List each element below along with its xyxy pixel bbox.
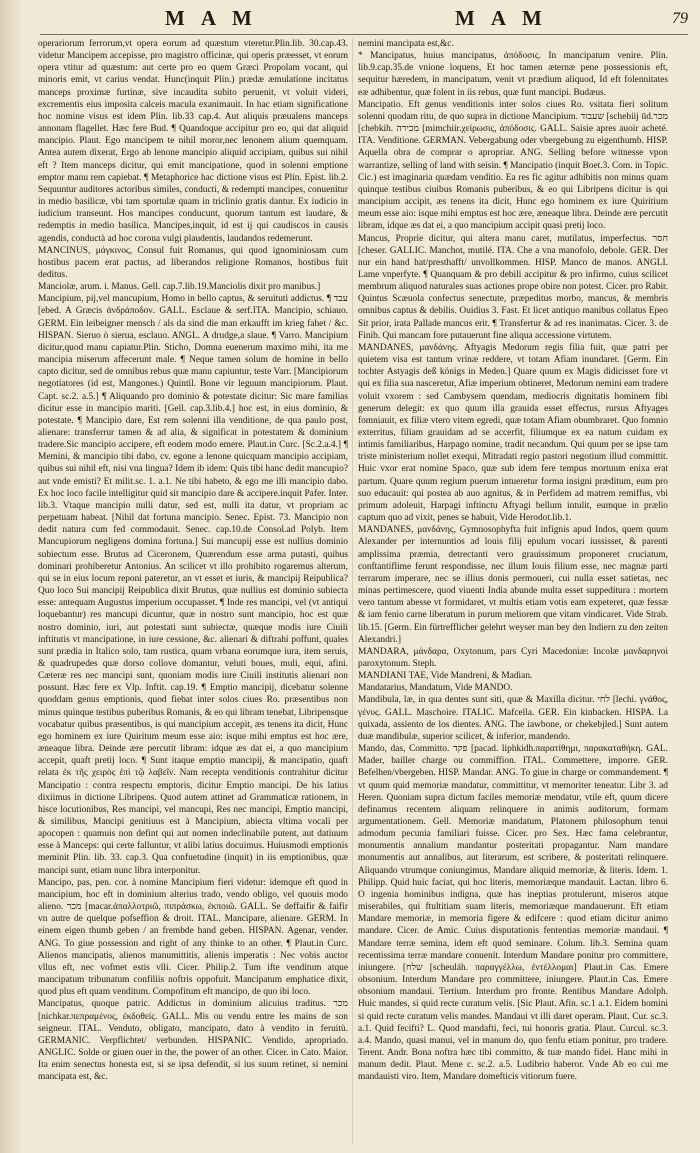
entry-mandara: MANDARA, μάνδαρα, Oxytonum, pars Cyri Macedoniæ: Incolæ μανδαρηνοὶ paroxytonum. Steph. [358, 646, 668, 669]
running-head-left: MAM [165, 6, 268, 30]
page-number: 79 [672, 10, 688, 27]
entry-mandanes-2: MANDANES, μανδάνης, Gymnosophyfta fuit infignis apud Indos, quem quum Alexander per internuntios ad louis filij epulum vocari iussisset, & parenti amplissima præmia, detrectanti vero grauissimum proponeret cruciatum, conftantiflime ferunt respondisse, nec illum Iouis filium esse, nec magnæ parti terrarum imperare, nec se illius donis permoueri, cui nulla esset satietas, nec minas pertimescere, quod viuenti India abunde multa esset suppeditura : mortem vero tantum abesse vt formidaret, vt multis etiam votis eam expeteret, quæ fessæ & iam fenio carne liberatum in purum meliorem que vitam vindicaret. Vide Strab. lib.15. [Germ. Ein fürtrefflicher gelehrt weyser man bey den Indiern zu den zeiten Alexandri.] [358, 525, 668, 645]
entry-mancinus: MANCINUS, μάγκινος, Consul fuit Romanus, qui quod ignominiosam cum hostibus pacem erat pactus, ad liberandos religione Romanos, hostibus fuit deditus. [38, 245, 348, 280]
entry-mancipo: Mancipo, pas, pen. cor. à nomine Mancipium fieri videtur: idemque eft quod in mancipium, hoc eft in dominium alterius trado, vendo obligo, vel quouis modo alieno. מכר [macar.ἀπαλλοτριῶ, πιπράσκω, ἐκποιῶ. GALL. Se deffaifir & faifir vn autre de quelque pofseffion & droit. ITAL. Mancipare, alienare. GERM. In einem eigen thumb geben / an frembde hand geben. HISPAN. Agenar, vender. ANG. To giue possession and right of any thinke to an other. ¶ Plaut.in Curc. Alienos mancipatis, alienos manumittitis, alienis imperatis : Nec vobis auctor vllus eft, nec vofmet estis vlli. Cicer. Philip.2. Tum ifte venditum atque mancipatum tribunatum confiliis noftris oppofuit. Mancipatum emphatice dixit, quod plus eft quam venditum. Compofitum eft mancipo, de quo ibi loco. [38, 877, 348, 998]
right-column [358, 38, 668, 1144]
entry-manceps: operariorum ferrorum,vt opera eorum ad quæstum vteretur.Plin.lib. 30.cap.43. videtur Mancipem accepisse, pro magistro officinæ, qui operis præesset, vt eorum opera vtitur ad quæstum: aut certe pro eo quem Græci Propolam vocant, qui minoris emit, vt carius vendat. Hunc(inquit Plin.) prædæ æmulatione incitatus manceps proximæ furtinæ, sive incaudita subito peruenit, vt voluit videri, excrementis eius imposita calceis macula exanimauit. In hac etiam significatione hoc nomine visus est idem Plin. lib.33 cap.4. Aut aliquis præualens manceps annonam flagellet. Hæc fere Bud. ¶ Quandoque accipitur pro eo, qui dat aliquid mancipio. Plaut. Ego mancipem te nihil moror,nec lenonem alium quemquam. Antea autem dixerat, Ergo ab lenone mancipio aliquid accipiam, quibus sui nihil eft ? Item manceps dicitur, qui emit mancipatione, quod in solenni emptione emptor manu rem capiebat. ¶ Metaphorice hac dictione visus est Plin. Epist. lib.2. Sequuntur auditores actoribus similes, conducti, & redempti mancipes, conuenitur in medio basilicæ, vbi tam sportulæ quam in triclinio gratis dantur. Ex iudicio in iudicium transeunt. Hos mancipes conducunt, quorum tantum est laudare, & redemptis in medio basilica. Mancipes,inquit, id est ij qui caudiscos in causis agendis, conductà ad hoc corona vulgi plaudentis, laudandos redemerunt. [38, 39, 348, 244]
entry-manciolae: Manciolæ, arum. i. Manus. Gell. cap.7.lib.19.Manciolis dixit pro manibus.] [38, 282, 321, 293]
entry-mandianitae: MANDIANI TAE, Vide Mandreni, & Madian. [358, 671, 533, 682]
entry-mandatarius: Mandatarius, Mandatum, Vide MANDO. [358, 683, 513, 694]
entry-mancipium: Mancipium, pij,vel mancupium, Homo in bello captus, & seruituti addictus. ¶ עבד [ebed. A Græcis ἀνδράποδον. GALL. Esclaue & serf.ITA. Mancipio, schiauo. GERM. Ein leibeigner mensch / als da sind die man erkaufft im krieg fahet / &c. HISPAN. Sieruo ò sierua, esclauo. ANGL. A drudge,a slaue. ¶ Varro. Mancipium dicitur,quod manu capiatur.Plin. Sticho, Domna euenerum maximo mihi, ita me mancipia miserum affecerunt male. ¶ Neque tamen solum de homine in bello capto dicitur, sed de omnibus rebus quæ manu capiuntur, teste Varr. [Mancipiorum negotiatores (id est, Mangones.) Quintil. Bone vir leguum mancipiorum. Plaut. Capt. sc.2. a.5.] ¶ Aliquando pro dominio & potestate dicitur: Sic mare familias dicitur esse in mancipio mariti. [Gell. cap.3.lib.4.] hoc est, in eius dominio, & potestate. ¶ Mancipio dare, Est rem solenni illa venditione, de qua paulo post, alienare: transferrur tamen & ad alia, & significat in potestatem & dominium tradere.Sic mancipio accipere, eft eodem modo emere. Plaut.in Curc. [Sc.2.a.4.] ¶ Memini, & mancipio tibi dabo, cv. egone a lenone quicquam mancipio accipiam, quibus sui nihil eft, nisi vna lingua? Idem ib idem: Quis tibi hanc dedit mancupio? aut vnde emisti? Et milit.sc. 1. a.1. Ne tibi habeto, & ego me illi mancipio dabo. Ex hoc loco facile intelligitur quid sit mancipio dare & accipere.inquit Pafer. Inter. lib.3. Vtaque mancipio nulli datur, sed est, nulli ita datur, vt propriam ac perpetuam habeat. [Nihil dat fortuna mancipio. Senec. Epist. 73. Mancipio non dedit natura cum fed commodauit. Senec. cap.10.de Consol.ad Polyb. Item Mancupiorum negligens domina fortuna.] Sui mancupij esse est nullius dominio subiectum esse. Brutus ad Ciceronem, Quærendum esse arma putasti, quibus dominari prohiberetur Antonius. An scilicet vt illo prohibito rogaremus alterum, qui se in eius locum reponi pateretur, an vt esset et iuris, & mancipij Reipublica? Quo loco Sui mancipij Reipublica dixit Brutus, quæ nullius est dominio subiecta esse: antequam Augustus imperium occupasset. ¶ Inde res mancipi, vel (vt antiqui loquebantur) res mancupi dicuntur, quæ in nostro sunt mancipio, hoc est quæ nostro dominio, iuri, aut potestati sunt subiectæ, quæque modis iure Ciuili inftitutis vt mancipatione, in iure cessione, &c. alienari & diftrahi poffunt, quales sunt prædia in Italico solo, tam rustica, quam vrbana eorumque iura, item seruis, & quadrupedes quæ dorso collove domantur, veluti boues, muli, equi, afini. Cæteræ res nec mancipi sunt, quoniam modis iure Ciuili institutis alienari non possunt. Hæc fere ex Vlp. Inftit. cap.19. ¶ Emptio mancipij, dicebatur solenne quoddam genus emptionis, quod fiebat inter solos ciues Ro. præsentibus non minus quinque testibus puberibus Romanis, & eo qui libram tenebat, Libripensque vocabatur quibus præsentibus, is qui mancipium accepit, æs tenens ita dicit, Hunc ego hominem ex iure Quiritum meum esse aio: isque mihi emptus est hoc ære, æneaque libra. Deinde ære percutit libram: idque æs dat ei, a quo mancipium accepit, quaft pretij loco. ¶ Sunt itaque emptio mancipij, & mancipatio, quaft relata ἐκ τῆς χειρὸς ἐπὶ τῷ λαβεῖν. Nam recepta venditionis contrahitur dicitur Mancipatio : contra respectu emptoris, dicitur Emptio mancipi. De his latius dixiimus in dictione Libripens. Quod autem attinet ad Grammaticæ rationem, in hisce locutionibus, Res mancipi, vel mancupi, Res nec mancipi, Emptio mancipi, & similibus, Mancipi genitiuus est à Mancipium, abiecta vltima vocali per apocopen : quamuis non defint qui aut nomen indeclinabile putent, aut datiuum esse à Manceps: qui certe falluntur, vt alibi latius docuimus. Huiusmodi emptionis meminit Plin. lib. 33. cap.3. Qua confuetudine (inquit) in iis emptionibus, quæ mancipi sunt, etiam nunc libra interponitur. [38, 294, 348, 876]
running-head-right: MAM [455, 6, 558, 30]
entry-mandanes-1: MANDANES, μανδάνης. Aftyagis Medorum regis filia fuit, quæ patri per quietem visa est tantum vrinæ reddere, vt totam Afiam inundaret. [Germ. Ein tochter Astyagis deß königs in Meden.] Quare quum ex Magis didicisset fore vt qui ex filia sua nasceretur, Afiæ imperium obtineret, Medorum nemini eam tradere voluit vxorem : sed Cambysem quendam, mediocris dignitatis hominem fibi generum delegit: ex quo quum illa grauida esset effectus, rursus Aftyages fomniauit, ex filiæ vtero vitem egredi, quæ totam Afiam obumbraret. Quo fomnio exterritus, filiam grauidam ad se accerfit, filiumque ex ea natum cuidam ex intimis familiaribus, Harpago nomine, tradit necandum. Qui quum per se ipse tam triste ministerium nollet exequi, Mitradati regio pastori negotium illud committit. Huic vxor erat nomine Spaco, quæ sub idem fere tempus mortuum enixa erat partum. Quare quum regium puerum intueretur forma insigni præditum, eum pro suo educauit: qui postea ab auo agnitus, & in Perfidem ad matrem remiffus, vbi primum adoleuit, Harpagi inftinctu Aftyagi bellum intulit, eumque in prælio captum quo ad vixit, penes se habuit, Vide Herodot.lib.1. [358, 342, 668, 524]
header-rule [40, 34, 688, 35]
entry-mancus: Mancus, Proprie dicitur, qui altera manu caret, mutilatus, imperfectus. חסר [cheser. GALLIC. Manchot, mutilé. ITA. Che a vna manofolo, debole. GER. Der nur ein hand hat/presthafft/ unvollkommen. HISP. Manco de manos. ANGLI. Lame vnperfyte. ¶ Quanquam & pro debili accipitur & pro infirmo, cuius scilicet membrum aliquod naturales suas actiones prope obire non potest. Cicer. pro Rabir. Quintus Scæuola confectus senectute, præpeditus morbo, mancus, & membris omnibus captus & debilis. Ouidius 3. Fast. Et licet antiquo manibus collatus Epeo Sit prior, irata Pallade mancus erit. ¶ Transfertur & ad res inanimatas. Cicer. 3. de Finib. Qui mancam fore putauerunt fine aliqua accessione virtutem. [358, 233, 668, 341]
entry-continued: nemini mancipata est,&c. [358, 39, 454, 49]
entry-mandibula: Mandibula, læ, in qua dentes sunt siti, quæ & Maxilla dicitur. לחי [lechi. γνάθος, γένυς. GALL. Maschoire. ITALIC. Mafcella. GER. Ein kinbacken. HISPA. La quixada, assiento de los dientes. ANG. The iawbone, or chekebjled.] Sunt autem duæ mandibulæ, superior scilicet, & inferior, mandendo. [358, 695, 668, 742]
left-column [38, 38, 348, 1144]
binding-shadow [0, 0, 22, 1153]
entry-mancipatio: Mancipatio. Eft genus venditionis inter solos ciues Ro. vsitata fieri solitum solenni quodam ritu, de quo supra in dictione Mancipium. שעבוד [schebiij ūd.מכר [chebkih. מכירה [mimchiir.χείρωσις, ἀπόδοσις. GALL. Saisie apres auoir acheté. ITA. Venditione. GERMAN. Vebergabung oder vbergebung zu eigenthumb. HISP. Aquella obra de comprar o apropriar. ANG. Selling before witnesse vpon warrantize, selling of land with seisin. ¶ Mancipatio (inquit Boet.3. Com. in Topic. Cic.) est imaginaria quædam venditio. Ea res fic agitur adhibitis non minus quam quinque testibus ciuibus Romanis puberibus, & eo qui Libripens dicitur is qui mancipium accipit, æs tenens ita dicit, Hunc ego hominem ex iure Quiritium meum esse aio: isque mihi emptus est hoc ære, æneaque libra. Deinde ære percutit libram, idque æs dat ei, a quo mancipium accipit quasi pretij loco. [358, 99, 668, 232]
entry-mancipatus-noun: * Mancipatus, huius mancipatus, ἀπόδοσις. In mancipatum venire. Plin. lib.9.cap.35.de vnione loquens, Et hoc tamen æternæ pene possessionis eft, sequitur hæredem, in mancipatum, venit vt prædium aliquod, Id eft folennitates eæ adhibentur, quæ folent in iis rebus, quæ funt mancipi. Budæus. [358, 51, 668, 98]
entry-mando: Mando, das, Committo. פקד [pacad. liphkidh.παρατίθημι, παρακαταθήκη. GAL. Mader, bailler charge ou commiffion. ITAL. Commettere, imporre. GER. Befelhen/vbergeben. HISP. Mandar. ANG. To giue in charge or commandement. ¶ vt quum quid memoriæ mandatur, committitur, vt memoriter teneatur. Libr 3. ad Heren. Quoniam supra dictum faciles memoriæ mendatur, vtile eft, quum dicere definamus recentem aliquam relinquere in animis auditorum, formam argumentationem. Gell. Memoriæ mandatum, Platonem philosophum tenui admodum pecunia familiari fuisse. Cicer. pro Sex. Hæc fama celebrantur, monumentis annalium mandantur posteritati propagantur. Nam mandare monumentis aut annalibus, aut literarum, est scribere, & posteritati relinquere. Aliquando vtrumque coniungimus, Mandare aliquid memoriæ, & literis. Idem. 1. Philipp. Quid huic faciat, qui hoc literis, memoriæque mandauit. Lactan. libro 6. O ingenia hominibus indigna, quæ has ineptias protulerunt, miseros atque miserabiles, qui ftultitiam suam literis, memoriæque mandauerunt. Eft etiam Mandare memoriæ, in memoria figere & edifcere : quod etiam dicitur animo mandare. Cicer. de Amic. Cuius disputationis fententias memoriæ mandaui. ¶ Mandare terræ semina, idem eft quod seminare. Colum. lib.3. Semina quam recentissima terræ mandare conuenit. Interdum Mandare ponitur pro committere, iniungere. [שלח [scheuláh. παραγγέλλω, ἐντέλλομαι] Plaut.in Cas. Emere obsonium. Interdum Mandare pro committere, iniungere. Plaut.in Cas. Emere obsonium mandaui. Tertium. Interdum pro fronte. Rentibus Mandare Adolph. Huic mandes, si quid recte curatum velis. [Sic Plaut. Afin. sc.1 a.1. Eidem homini si quid recte curatum velis mandes. Mandaui vt illi daret operam. Plaut. Cur. sc.3. a.1. Quid fecifti? L. Quod mandafti, feci, tui honoris gratia. Plaut. Curcul. sc.3. a.4. Mando, quasi manui, vel in manum do, quo fenfu etiam ponitur, pro tradere. Terent. Andr. Bona noftra hæc tibi committo, & tuæ mando fidei. Hanc mihi in manum dedit. Plaut. Mene c. sc.2. a.5. Ludibrio haberor. Vnde Ab eo cui me mandauisti viro. Item, Mandare domefticis vitiorum fuere. [358, 744, 668, 1083]
column-divider [352, 38, 353, 1144]
entry-mancipatus: Mancipatus, quoque patric. Addictus in dominium alicuius traditus. מכר [nichkar.πεπραμένος, ἐκδοθείς. GALL. Mis ou vendu entre les mains de son seigneur. ITAL. Venduto, obligato, mancipato, dato à vendito in feruitù. GERMANIC. Verpflichtet/ verbunden. HISPANIC. Vendido, apropriado. ANGLIC. Solde or giuen ouer in the, the power of an other. Cicer. in Cato. Maior. Ita enim senectus honesta est, si se ipsa defendit, si ius suum retinet, si nemini mancipata est, &c. [38, 999, 348, 1083]
